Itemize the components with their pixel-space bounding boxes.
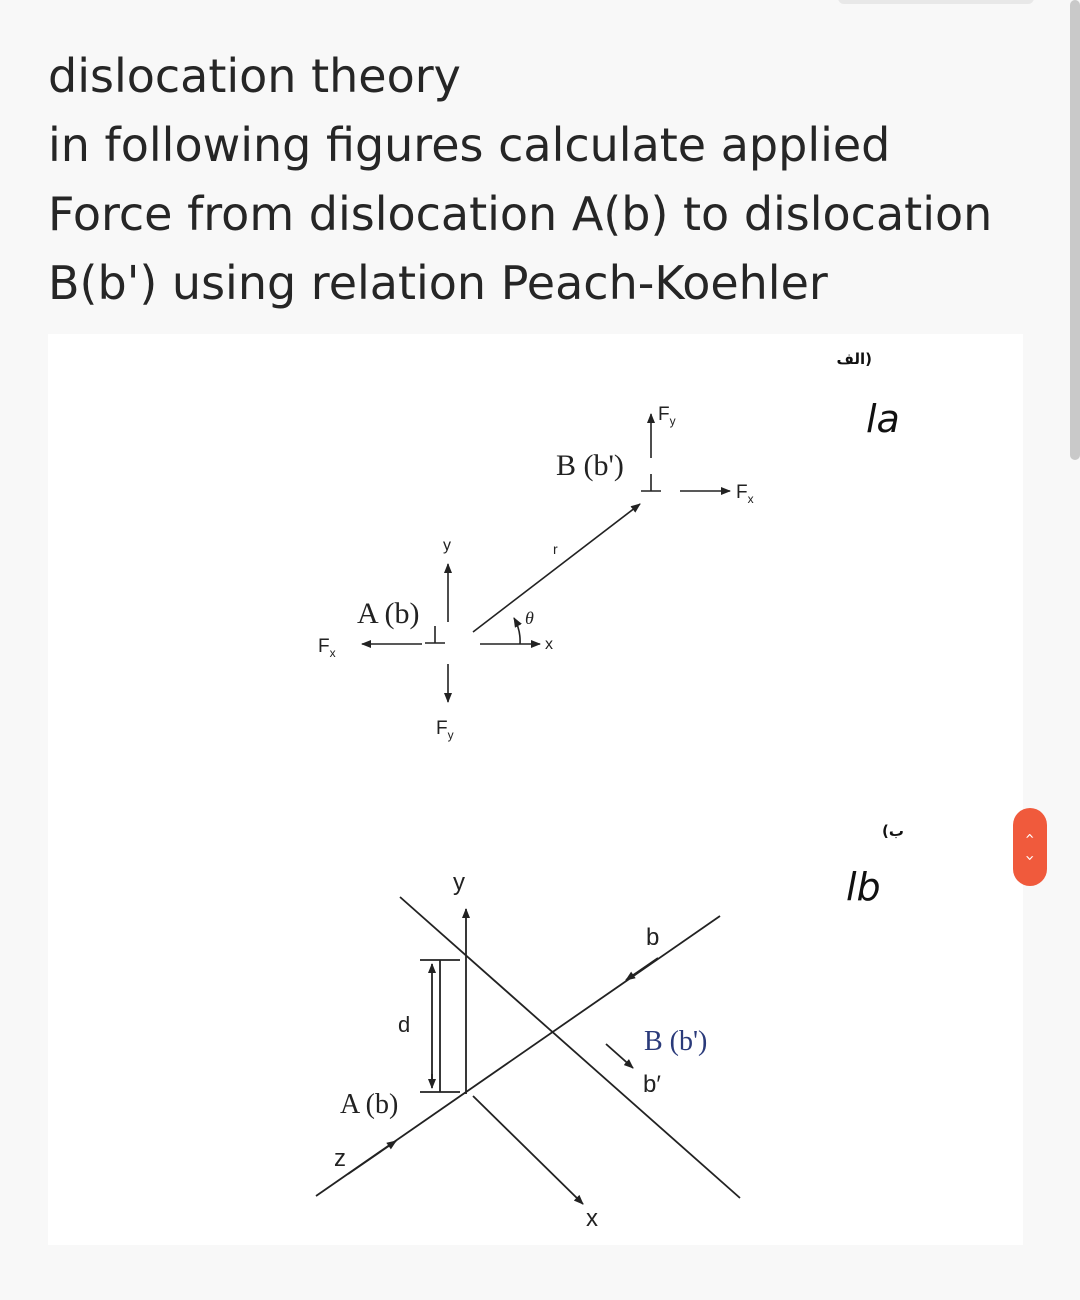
figure-a — [362, 414, 730, 702]
r-label: r — [553, 541, 558, 557]
b-prime-label: b′ — [643, 1071, 661, 1098]
y-axis-label-b: y — [453, 869, 465, 896]
chevron-down-icon[interactable]: › — [1021, 854, 1040, 862]
y-axis-label-a: y — [443, 537, 451, 554]
top-handle — [838, 0, 1034, 4]
dislocation-diagrams — [48, 334, 1023, 1245]
b-prime-arrow — [606, 1044, 633, 1068]
figure-b-labels — [334, 869, 707, 1232]
question-line-2: in following figures calculate applied — [48, 118, 891, 172]
z-direction-arrow — [348, 1141, 396, 1174]
fy-label-a: $F_y$ — [436, 718, 454, 742]
b-vector-arrow — [626, 958, 658, 980]
z-axis-label-b: z — [334, 1145, 346, 1172]
alef-note: la — [866, 397, 900, 441]
fy-label-b: $F_y$ — [658, 404, 676, 428]
be-label: (ب — [882, 822, 904, 840]
alef-label: (الف — [836, 350, 872, 368]
question-line-1: dislocation theory — [48, 49, 461, 103]
question-line-4: B(b') using relation Peach-Koehler — [48, 256, 828, 310]
fx-label-b: $F_x$ — [736, 482, 754, 506]
theta-arc — [514, 618, 520, 644]
figure-image — [48, 334, 1023, 1245]
question-text — [48, 42, 1008, 318]
fx-label-a: $F_x$ — [318, 636, 336, 660]
question-line-3: Force from dislocation A(b) to dislocation — [48, 187, 993, 241]
page-nav-button[interactable] — [1013, 808, 1047, 886]
be-note: lb — [846, 865, 881, 909]
label-b-fig-b: B (b') — [644, 1026, 708, 1057]
x-axis-b — [473, 1096, 583, 1204]
scrollbar[interactable] — [1070, 0, 1080, 460]
annotations — [837, 350, 904, 909]
x-axis-label-b: x — [586, 1205, 598, 1232]
x-axis-label-a: x — [545, 636, 553, 653]
label-a-fig-a: A (b) — [357, 597, 420, 630]
label-b-fig-a: B (b') — [556, 449, 624, 482]
d-label: d — [398, 1012, 411, 1037]
label-a-fig-b: A (b) — [340, 1089, 399, 1120]
theta-label: θ — [525, 608, 534, 628]
r-vector — [473, 504, 640, 632]
chevron-up-icon[interactable]: ‹ — [1021, 832, 1040, 840]
b-label: b — [646, 924, 660, 951]
figure-a-labels — [318, 404, 754, 742]
